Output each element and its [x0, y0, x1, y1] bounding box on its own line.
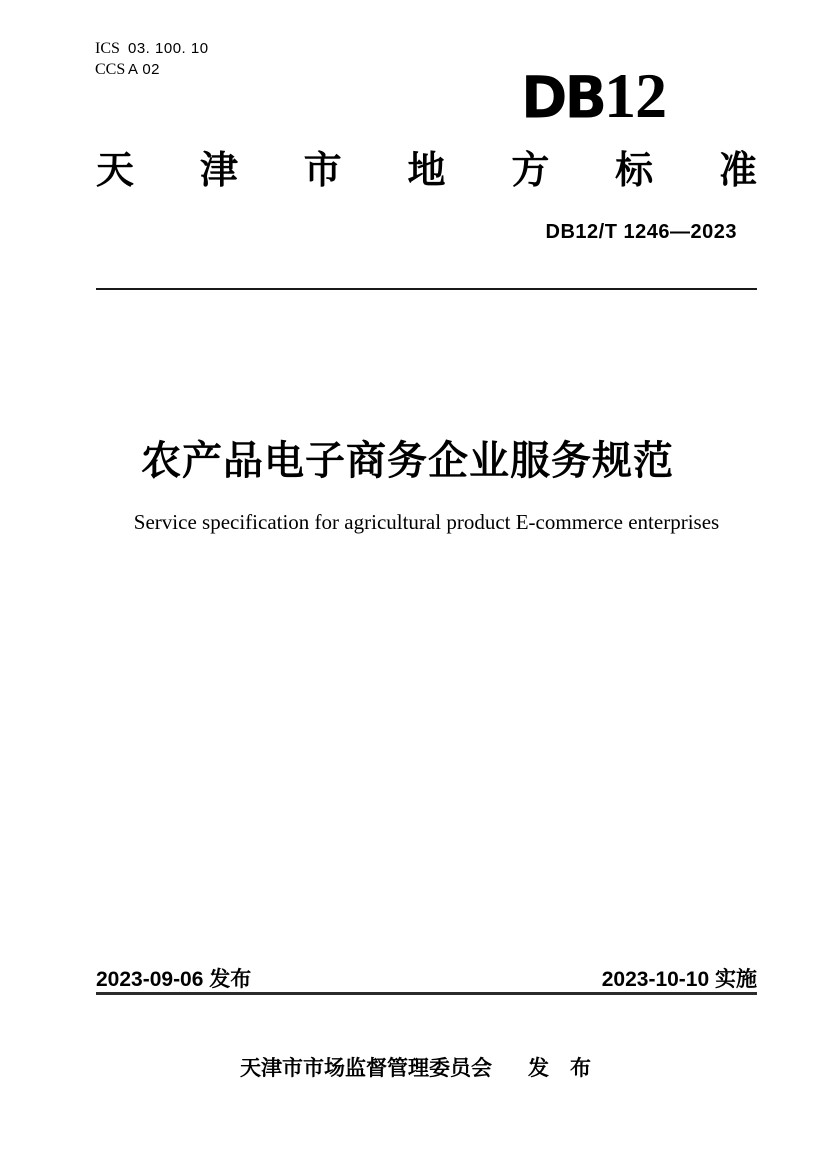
ics-value: 03. 100. 10	[128, 40, 209, 57]
document-title-cn: 农产品电子商务企业服务规范	[141, 439, 674, 483]
ccs-value: A 02	[128, 61, 161, 78]
document-title-en: Service specification for agricultural product E-commerce enterprises	[133, 510, 720, 534]
issue-date: 2023-09-06 发布	[96, 968, 252, 991]
standard-type-title	[96, 151, 757, 193]
header-divider-line	[96, 288, 757, 290]
implement-date: 2023-10-10 实施	[601, 968, 757, 991]
ccs-label: CCS	[95, 61, 126, 78]
ics-label: ICS	[95, 40, 120, 57]
db12-logo	[521, 60, 667, 133]
ics-row	[95, 38, 209, 59]
standard-type-char: 津	[199, 150, 238, 192]
dates-row	[96, 963, 757, 993]
ics-ccs-block	[95, 38, 209, 80]
publisher-line	[85, 1052, 746, 1082]
standard-type-char: 标	[615, 150, 654, 192]
ccs-row	[95, 59, 209, 80]
standard-type-char: 市	[303, 150, 342, 192]
standard-type-char: 准	[718, 150, 757, 192]
publish-label: 发 布	[528, 1057, 591, 1080]
standard-type-char: 天	[96, 150, 135, 192]
standard-type-char: 方	[511, 150, 550, 192]
publisher-name: 天津市市场监督管理委员会	[240, 1057, 492, 1080]
standard-type-char: 地	[407, 150, 446, 192]
footer-divider-line	[96, 992, 757, 995]
standard-number: DB12/T 1246—2023	[545, 221, 737, 243]
db12-logo-number: 12	[604, 60, 667, 131]
db12-logo-db: DB	[521, 64, 605, 133]
